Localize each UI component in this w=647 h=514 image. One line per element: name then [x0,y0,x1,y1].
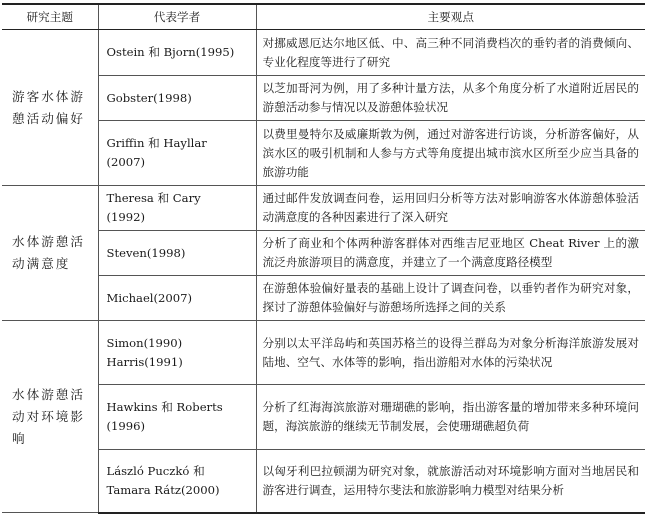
header-research-topic: 研究主题 [2,4,98,30]
table-header [2,4,645,30]
viewpoint-cell: 分别以太平洋岛屿和英国苏格兰的设得兰群岛为对象分析海洋旅游发展对陆地、空气、水体等的影响，指出游船对水体的污染状况 [256,321,645,385]
scholar-cell: Michael(2007) [98,276,256,321]
header-main-viewpoints: 主要观点 [256,4,645,30]
literature-review-table [2,3,645,514]
viewpoint-cell: 对挪威恩厄达尔地区低、中、高三种不同消费档次的垂钓者的消费倾向、专业化程度等进行了研究 [256,30,645,76]
topic-cell: 游客水体游憩活动偏好 [2,30,98,186]
viewpoint-cell: 分析了商业和个体两种游客群体对西维吉尼亚地区 Cheat River 上的激流泛舟旅游项目的满意度，并建立了一个满意度路径模型 [256,231,645,276]
table-row [2,121,645,186]
scholar-cell: Ostein 和 Bjorn(1995) [98,30,256,76]
scholar-cell: Steven(1998) [98,231,256,276]
viewpoint-cell: 分析了红海海滨旅游对珊瑚礁的影响，指出游客量的增加带来多种环境问题，海滨旅游的继续无节制发展，会使珊瑚礁超负荷 [256,385,645,450]
viewpoint-cell: 以费里曼特尔及威廉斯敦为例，通过对游客进行访谈，分析游客偏好，从滨水区的吸引机制和人参与方式等角度提出城市滨水区所至少应当具备的旅游功能 [256,121,645,186]
viewpoint-cell: 以匈牙利巴拉顿湖为研究对象，就旅游活动对环境影响方面对当地居民和游客进行调查，运用特尔斐法和旅游影响力模型对结果分析 [256,450,645,513]
scholar-cell: Hawkins 和 Roberts (1996) [98,385,256,450]
scholar-cell: Griffin 和 Hayllar (2007) [98,121,256,186]
viewpoint-cell: 通过邮件发放调查问卷，运用回归分析等方法对影响游客水体游憩体验活动满意度的各种因素进行了深入研究 [256,186,645,231]
table-row [2,321,645,385]
topic-cell: 水体游憩活动对环境影响 [2,321,98,513]
table-row [2,231,645,276]
viewpoint-cell: 在游憩体验偏好量表的基础上设计了调查问卷，以垂钓者作为研究对象，探讨了游憩体验偏好与游憩场所选择之间的关系 [256,276,645,321]
table-row [2,186,645,231]
table-row [2,450,645,513]
table-row [2,30,645,76]
topic-cell: 水体游憩活动满意度 [2,186,98,321]
header-representative-scholars: 代表学者 [98,4,256,30]
viewpoint-cell: 以芝加哥河为例，用了多种计量方法，从多个角度分析了水道附近居民的游憩活动参与情况以及游憩体验状况 [256,76,645,121]
scholar-cell: Theresa 和 Cary (1992) [98,186,256,231]
scholar-cell: Gobster(1998) [98,76,256,121]
table-row [2,76,645,121]
table-row [2,276,645,321]
scholar-cell: László Puczkó 和 Tamara Rátz(2000) [98,450,256,513]
table-row [2,385,645,450]
scholar-cell: Simon(1990) Harris(1991) [98,321,256,385]
table-body [2,30,645,513]
header-row [2,4,645,30]
